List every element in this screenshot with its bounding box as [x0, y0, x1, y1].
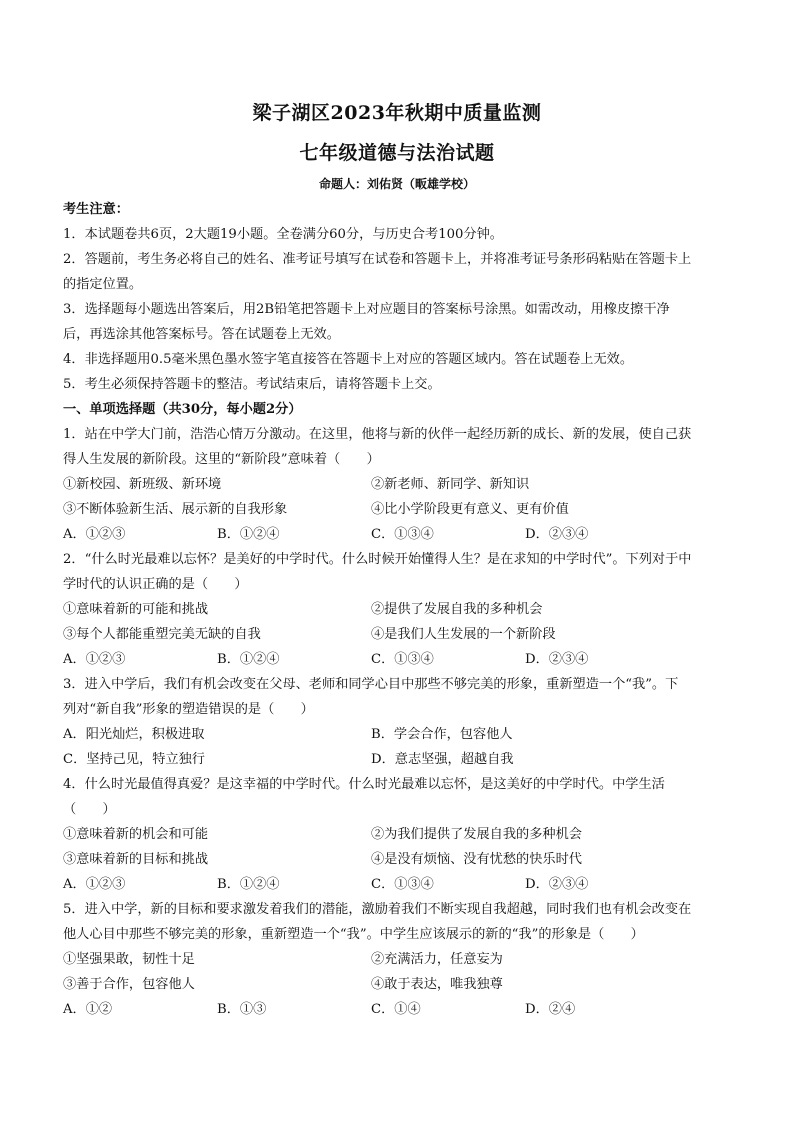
choice-b: B．①②④: [217, 652, 280, 667]
question-stem: 5．进入中学，新的目标和要求激发着我们的潜能，激励着我们不断实现自我超越，同时我们也有机会改变在: [63, 902, 692, 917]
choice-b: B．①②④: [217, 527, 280, 542]
choice-b: B．学会合作，包容他人: [371, 727, 513, 742]
question-item: ③意味着新的目标和挑战: [63, 852, 209, 867]
notice-line: 后，再选涂其他答案标号。答在试题卷上无效。: [63, 327, 340, 342]
choice-a: A．①②③: [63, 652, 126, 667]
answer-choices: [63, 747, 733, 772]
choice-a: A．①②: [63, 1002, 113, 1017]
question-item: ②提供了发展自我的多种机会: [371, 602, 543, 617]
question-5: [63, 897, 733, 1022]
question-item: ④是我们人生发展的一个新阶段: [371, 627, 556, 642]
exam-subtitle: 七年级道德与法治试题: [299, 142, 495, 164]
question-item: ③善于合作，包容他人: [63, 977, 195, 992]
question-items: [63, 947, 733, 972]
question-items: [63, 497, 733, 522]
question-item: ④是没有烦恼、没有忧愁的快乐时代: [371, 852, 582, 867]
question-item: ①意味着新的机会和可能: [63, 827, 209, 842]
answer-choices: [63, 722, 733, 747]
question-item: ③每个人都能重塑完美无缺的自我: [63, 627, 261, 642]
notice-line: 3．选择题每小题选出答案后，用2B铅笔把答题卡上对应题目的答案标号涂黑。如需改动，用橡皮擦干净: [63, 302, 670, 317]
question-item: ①新校园、新班级、新环境: [63, 477, 222, 492]
notice-heading: 考生注意：: [63, 202, 129, 217]
notice-line: 1．本试题卷共6页，2大题19小题。全卷满分60分，与历史合考100分钟。: [63, 227, 503, 242]
exam-author: 命题人：刘佑贤（畈雄学校）: [318, 177, 475, 191]
question-items: [63, 622, 733, 647]
question-4: [63, 772, 733, 897]
question-item: ②新老师、新同学、新知识: [371, 477, 530, 492]
question-stem: 得人生发展的新阶段。这里的“新阶段”意味着（ ）: [63, 452, 380, 467]
question-stem: 学时代的认识正确的是（ ）: [63, 577, 248, 592]
choice-b: B．①③: [217, 1002, 267, 1017]
question-items: [63, 472, 733, 497]
exam-title: 梁子湖区2023年秋期中质量监测: [252, 102, 542, 124]
question-1: [63, 422, 733, 547]
question-stem: 他人心目中那些不够完美的形象，重新塑造一个“我”。中学生应该展示的新的“我”的形象是（ ）: [63, 927, 644, 942]
question-2: [63, 547, 733, 672]
question-item: ①坚强果敢，韧性十足: [63, 952, 195, 967]
choice-c: C．①③④: [371, 527, 434, 542]
choice-b: B．①②④: [217, 877, 280, 892]
notice-line: 4．非选择题用0.5毫米黑色墨水签字笔直接答在答题卡上对应的答题区域内。答在试题卷上无效。: [63, 352, 634, 367]
question-stem: （ ）: [63, 802, 116, 817]
question-3: [63, 672, 733, 772]
question-items: [63, 822, 733, 847]
question-items: [63, 597, 733, 622]
question-stem: 2．“什么时光最难以忘怀？是美好的中学时代。什么时候开始懂得人生？是在求知的中学时代”。下列对于中: [63, 552, 692, 567]
question-items: [63, 847, 733, 872]
section-heading: 一、单项选择题（共30分，每小题2分）: [63, 402, 302, 417]
notice-line: 5．考生必须保持答题卡的整洁。考试结束后，请将答题卡上交。: [63, 377, 441, 392]
choice-a: A．①②③: [63, 527, 126, 542]
question-item: ③不断体验新生活、展示新的自我形象: [63, 502, 288, 517]
question-stem: 3．进入中学后，我们有机会改变在父母、老师和同学心目中那些不够完美的形象，重新塑造一个“我”。下: [63, 677, 679, 692]
notice-line: 的指定位置。: [63, 277, 143, 292]
answer-choices: [63, 872, 733, 897]
choice-d: D．②③④: [525, 652, 589, 667]
question-item: ④比小学阶段更有意义、更有价值: [371, 502, 569, 517]
question-item: ④敢于表达，唯我独尊: [371, 977, 503, 992]
question-item: ①意味着新的可能和挑战: [63, 602, 209, 617]
choice-d: D．②④: [525, 1002, 576, 1017]
answer-choices: [63, 522, 733, 547]
choice-a: A．阳光灿烂，积极进取: [63, 727, 205, 742]
question-items: [63, 972, 733, 997]
choice-c: C．①③④: [371, 652, 434, 667]
answer-choices: [63, 647, 733, 672]
question-stem: 4．什么时光最值得真爱？是这幸福的中学时代。什么时光最难以忘怀，是这美好的中学时代。中学生活: [63, 777, 665, 792]
choice-a: A．①②③: [63, 877, 126, 892]
choice-d: D．意志坚强，超越自我: [371, 752, 514, 767]
question-stem: 1．站在中学大门前，浩浩心情万分激动。在这里，他将与新的伙伴一起经历新的成长、新的发展，使自己获: [63, 427, 692, 442]
choice-d: D．②③④: [525, 527, 589, 542]
question-item: ②为我们提供了发展自我的多种机会: [371, 827, 582, 842]
exam-content: [63, 197, 733, 1022]
choice-d: D．②③④: [525, 877, 589, 892]
question-item: ②充满活力，任意妄为: [371, 952, 503, 967]
choice-c: C．①③④: [371, 877, 434, 892]
choice-c: C．①④: [371, 1002, 421, 1017]
notice-line: 2．答题前，考生务必将自己的姓名、准考证号填写在试卷和答题卡上，并将准考证号条形码粘贴在答题卡上: [63, 252, 692, 267]
answer-choices: [63, 997, 733, 1022]
choice-c: C．坚持己见，特立独行: [63, 752, 205, 767]
question-stem: 列对“新自我”形象的塑造错误的是（ ）: [63, 702, 314, 717]
